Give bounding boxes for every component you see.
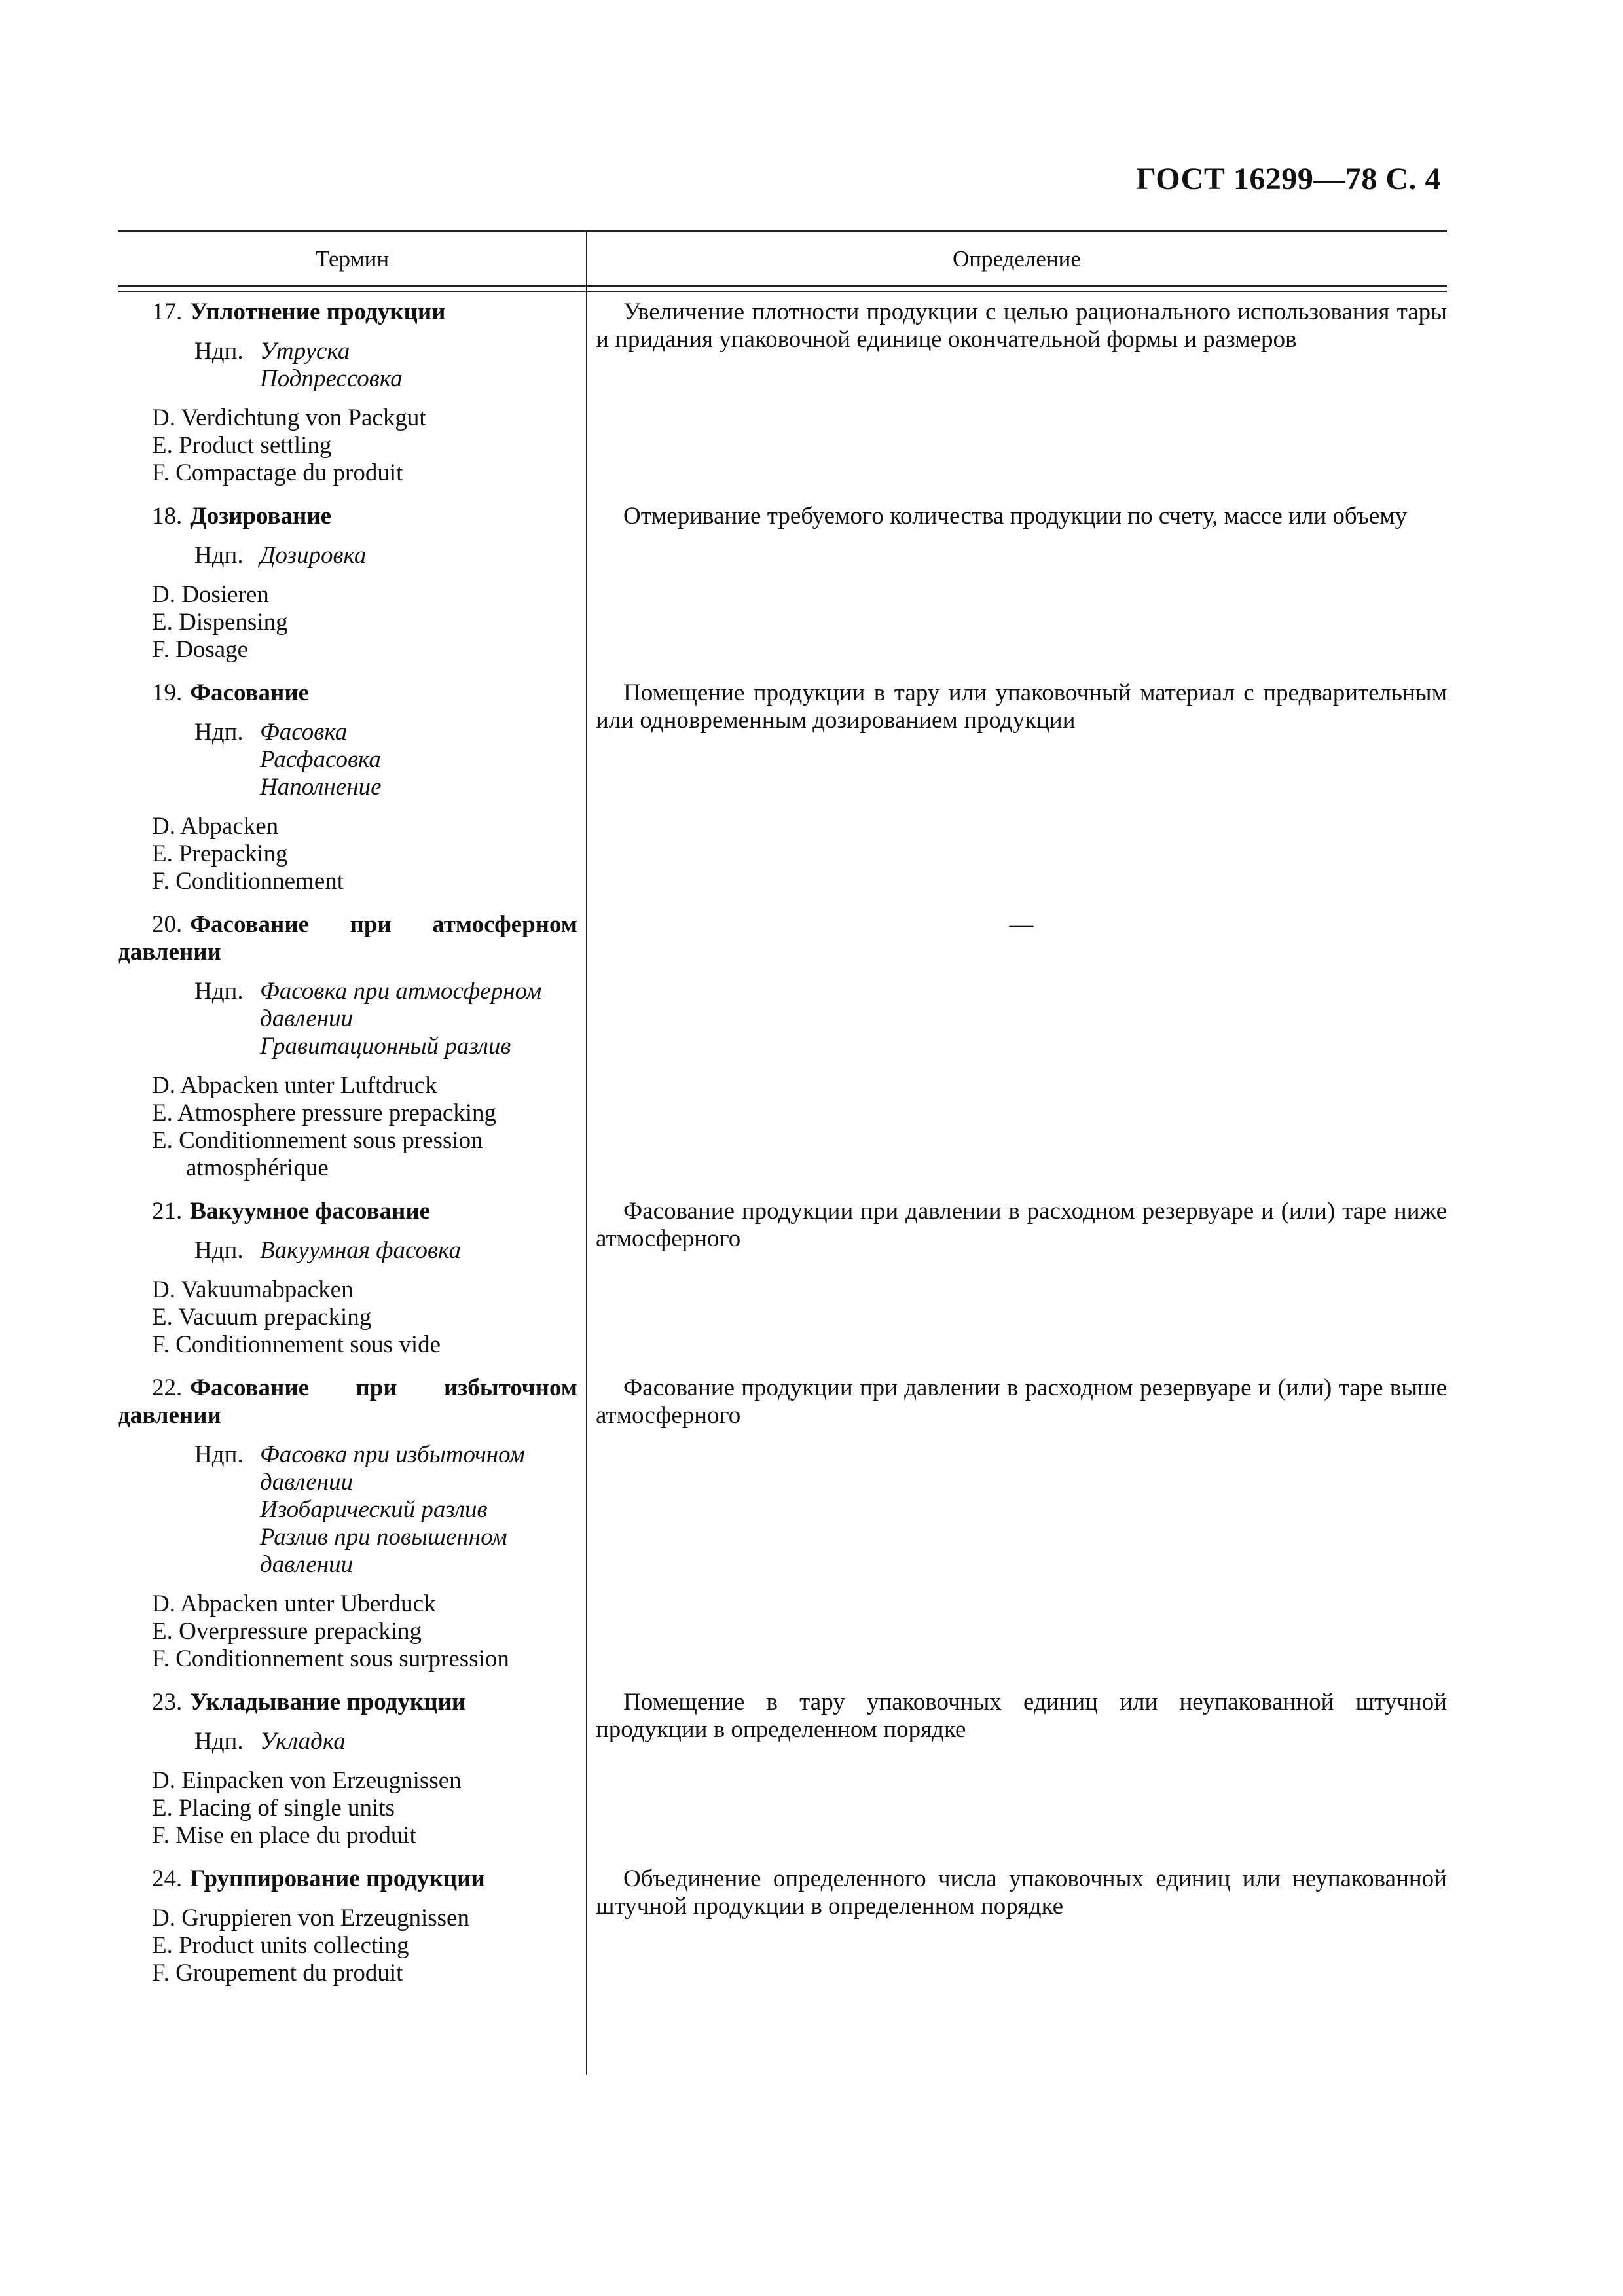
synonym: Расфасовка: [260, 746, 381, 773]
term-cell: [118, 298, 587, 487]
synonym: давлении: [260, 1005, 354, 1032]
definition-cell: [587, 1689, 1447, 1744]
foreign-term: F. Dosage: [152, 636, 249, 663]
foreign-term: E. Atmosphere pressure prepacking: [152, 1100, 497, 1126]
term-name: Фасование при атмосферном давлении: [118, 911, 577, 965]
term-title: [118, 1374, 577, 1429]
term-entry: [118, 1865, 1447, 1987]
term-title: [118, 1865, 577, 1893]
term-name: Укладывание продукции: [190, 1689, 466, 1715]
page-header: ГОСТ 16299—78 С. 4: [1136, 162, 1441, 196]
foreign-term: D. Gruppieren von Erzeugnissen: [152, 1905, 469, 1931]
foreign-term: atmosphérique: [186, 1155, 329, 1181]
term-entry: [118, 503, 1447, 679]
term-number: 24.: [152, 1865, 183, 1892]
definition-text: Фасование продукции при давлении в расходном резервуаре и (или) таре выше атмосферного: [596, 1374, 1447, 1429]
term-number: 22.: [152, 1374, 183, 1401]
synonym: давлении: [260, 1469, 354, 1496]
foreign-equivalents: [118, 1905, 577, 1987]
synonym: давлении: [260, 1551, 354, 1578]
foreign-term: E. Overpressure prepacking: [152, 1618, 422, 1645]
foreign-equivalents: [118, 404, 577, 487]
term-number: 18.: [152, 503, 183, 529]
foreign-equivalents: [118, 1590, 577, 1673]
term-cell: [118, 1689, 587, 1850]
deprecated-synonyms: [118, 978, 577, 1060]
foreign-equivalents: [118, 813, 577, 895]
definition-cell: [587, 503, 1447, 530]
foreign-equivalents: [118, 581, 577, 664]
term-title: [118, 503, 577, 530]
synonym: Гравитационный разлив: [260, 1033, 511, 1060]
deprecated-synonyms: [118, 542, 577, 569]
foreign-term: F. Groupement du produit: [152, 1960, 403, 1986]
term-title: [118, 298, 577, 326]
foreign-term: E. Prepacking: [152, 840, 288, 867]
foreign-equivalents: [118, 1276, 577, 1359]
deprecated-synonyms: [118, 1441, 577, 1579]
term-name: Группирование продукции: [190, 1865, 485, 1892]
term-title: [118, 911, 577, 966]
synonym: Дозировка: [260, 542, 367, 569]
term-cell: [118, 1865, 587, 1987]
foreign-equivalents: [118, 1072, 577, 1182]
foreign-term: D. Abpacken unter Uberduck: [152, 1590, 436, 1617]
term-name: Уплотнение продукции: [190, 298, 446, 325]
term-cell: [118, 911, 587, 1182]
synonym: Фасовка: [260, 719, 348, 745]
ndp-label: Ндп.: [194, 1728, 244, 1755]
synonym: Вакуумная фасовка: [260, 1237, 461, 1264]
definition-text: Объединение определенного числа упаковочных единиц или неупакованной штучной продукции в определенном порядке: [596, 1865, 1447, 1920]
definition-cell: [587, 298, 1447, 353]
term-name: Фасование: [190, 679, 310, 706]
foreign-term: F. Conditionnement: [152, 868, 344, 895]
ndp-label: Ндп.: [194, 1441, 244, 1468]
definition-text: —: [1009, 911, 1034, 938]
term-number: 17.: [152, 298, 183, 325]
header-term: Термин: [315, 246, 390, 272]
table-body: [118, 298, 1447, 1987]
ndp-label: Ндп.: [194, 1237, 244, 1264]
foreign-term: F. Conditionnement sous vide: [152, 1331, 441, 1358]
term-name: Вакуумное фасование: [190, 1198, 431, 1225]
deprecated-synonyms: [118, 1237, 577, 1265]
term-cell: [118, 1198, 587, 1359]
definition-cell: [587, 1374, 1447, 1429]
definition-text: Отмеривание требуемого количества продукции по счету, массе или объему: [623, 503, 1408, 529]
definition-text: Увеличение плотности продукции с целью рационального использования тары и придания упаковочной единице окончательной формы и размеров: [596, 298, 1447, 353]
ndp-label: Ндп.: [194, 719, 244, 745]
synonym: Разлив при повышенном: [260, 1524, 507, 1551]
deprecated-synonyms: [118, 1728, 577, 1755]
definition-cell: [587, 911, 1447, 939]
term-entry: [118, 1374, 1447, 1689]
definition-cell: [587, 1865, 1447, 1920]
foreign-term: E. Placing of single units: [152, 1795, 395, 1821]
term-title: [118, 1198, 577, 1225]
synonym: Наполнение: [260, 774, 382, 800]
foreign-term: F. Mise en place du produit: [152, 1822, 416, 1849]
term-entry: [118, 1689, 1447, 1865]
foreign-equivalents: [118, 1767, 577, 1850]
foreign-term: E. Dispensing: [152, 609, 288, 636]
foreign-term: D. Einpacken von Erzeugnissen: [152, 1767, 462, 1794]
definition-text: Фасование продукции при давлении в расходном резервуаре и (или) таре ниже атмосферного: [596, 1198, 1447, 1252]
foreign-term: E. Conditionnement sous pression: [152, 1127, 483, 1154]
deprecated-synonyms: [118, 338, 577, 393]
synonym: Укладка: [260, 1728, 346, 1755]
definition-cell: [587, 679, 1447, 734]
definition-text: Помещение продукции в тару или упаковочный материал с предварительным или одновременным дозированием продукции: [596, 679, 1447, 734]
term-cell: [118, 679, 587, 895]
term-entry: [118, 1198, 1447, 1374]
term-entry: [118, 911, 1447, 1198]
synonym: Изобарический разлив: [260, 1496, 488, 1523]
header-rule: [118, 285, 1447, 287]
ndp-label: Ндп.: [194, 338, 244, 365]
foreign-term: D. Verdichtung von Packgut: [152, 404, 426, 431]
foreign-term: D. Dosieren: [152, 581, 269, 608]
term-cell: [118, 503, 587, 664]
term-number: 21.: [152, 1198, 183, 1225]
foreign-term: F. Conditionnement sous surpression: [152, 1645, 509, 1672]
foreign-term: F. Compactage du produit: [152, 459, 403, 486]
foreign-term: D. Vakuumabpacken: [152, 1276, 354, 1303]
synonym: Фасовка при избыточном: [260, 1441, 525, 1468]
foreign-term: D. Abpacken unter Luftdruck: [152, 1072, 437, 1099]
foreign-term: E. Product units collecting: [152, 1932, 409, 1959]
definition-text: Помещение в тару упаковочных единиц или неупакованной штучной продукции в определенном порядке: [596, 1689, 1447, 1743]
synonym: Утруска: [260, 338, 350, 365]
header-definition: Определение: [953, 246, 1081, 272]
term-number: 23.: [152, 1689, 183, 1715]
ndp-label: Ндп.: [194, 978, 244, 1005]
table-header-row: [118, 232, 1447, 285]
foreign-term: D. Abpacken: [152, 813, 279, 840]
foreign-term: E. Product settling: [152, 432, 332, 459]
term-title: [118, 1689, 577, 1716]
ndp-label: Ндп.: [194, 542, 244, 569]
synonym: Подпрессовка: [260, 365, 403, 392]
term-cell: [118, 1374, 587, 1673]
term-entry: [118, 298, 1447, 503]
synonym: Фасовка при атмосферном: [260, 978, 542, 1005]
term-name: Дозирование: [190, 503, 332, 529]
term-number: 20.: [152, 911, 183, 938]
term-title: [118, 679, 577, 707]
foreign-term: E. Vacuum prepacking: [152, 1304, 372, 1331]
header-rule: [118, 291, 1447, 292]
term-number: 19.: [152, 679, 183, 706]
definition-cell: [587, 1198, 1447, 1253]
term-entry: [118, 679, 1447, 911]
term-name: Фасование при избыточном давлении: [118, 1374, 577, 1429]
deprecated-synonyms: [118, 719, 577, 801]
